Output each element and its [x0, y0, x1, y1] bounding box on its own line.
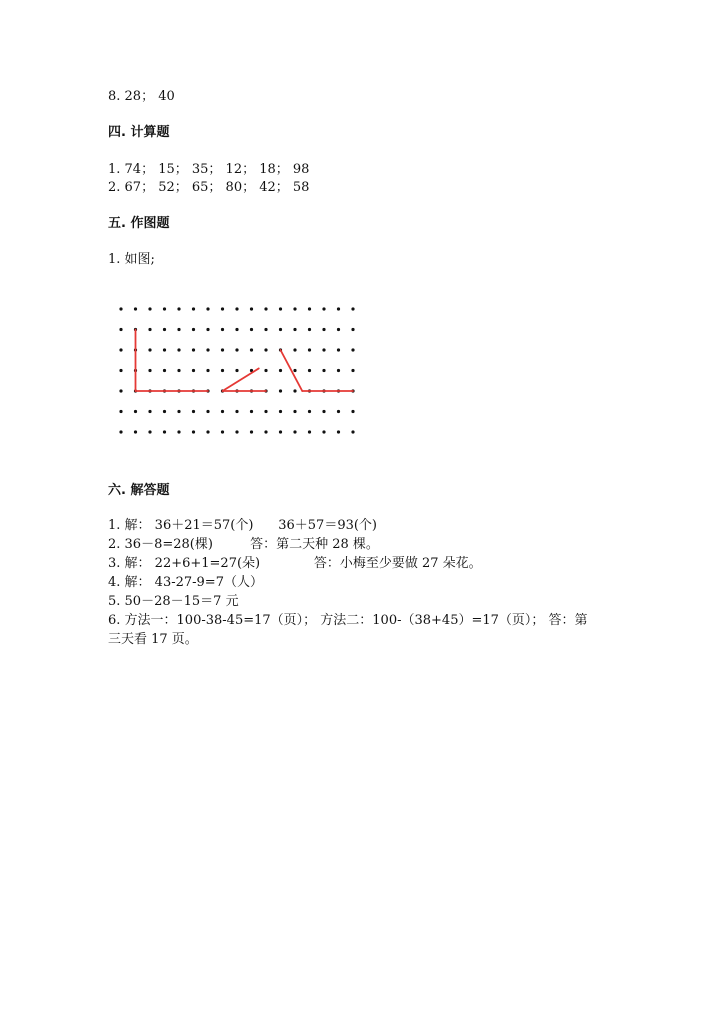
- grid-dot: [322, 307, 325, 310]
- section-heading-calculation: 四. 计算题: [108, 125, 170, 140]
- grid-dot: [264, 430, 267, 433]
- grid-dot: [119, 369, 122, 372]
- dot-grid-figure: [108, 298, 368, 440]
- grid-dot: [148, 369, 151, 372]
- grid-dot: [119, 348, 122, 351]
- grid-dot: [177, 410, 180, 413]
- grid-dot: [351, 410, 354, 413]
- grid-dot: [119, 389, 122, 392]
- grid-dot: [308, 307, 311, 310]
- grid-dot: [163, 369, 166, 372]
- grid-dot: [119, 307, 122, 310]
- grid-dot: [206, 410, 209, 413]
- grid-dot: [351, 307, 354, 310]
- grid-dot: [134, 307, 137, 310]
- grid-dot: [279, 410, 282, 413]
- grid-dot: [235, 410, 238, 413]
- grid-dot: [206, 369, 209, 372]
- grid-dot: [250, 410, 253, 413]
- grid-dot: [351, 348, 354, 351]
- grid-dot: [351, 430, 354, 433]
- grid-dot: [351, 369, 354, 372]
- grid-dot: [163, 348, 166, 351]
- grid-dot: [148, 430, 151, 433]
- grid-dot: [119, 410, 122, 413]
- grid-dot: [293, 410, 296, 413]
- answer-line: 1. 74； 15； 35； 12； 18； 98: [108, 162, 310, 177]
- grid-dot: [119, 328, 122, 331]
- grid-dot: [221, 430, 224, 433]
- grid-dot: [134, 430, 137, 433]
- grid-dot: [221, 369, 224, 372]
- grid-dot: [308, 410, 311, 413]
- grid-dot: [221, 307, 224, 310]
- grid-dot: [163, 328, 166, 331]
- grid-dot: [235, 430, 238, 433]
- grid-dot: [337, 328, 340, 331]
- answer-line: 1. 解： 36＋21＝57(个) 36＋57＝93(个): [108, 518, 378, 533]
- grid-dot: [322, 328, 325, 331]
- grid-dot: [308, 348, 311, 351]
- grid-dot: [206, 348, 209, 351]
- grid-dot: [250, 328, 253, 331]
- grid-dot: [163, 430, 166, 433]
- answer-line: 2. 67； 52； 65； 80； 42； 58: [108, 180, 310, 195]
- grid-dot: [177, 307, 180, 310]
- grid-dot: [322, 369, 325, 372]
- grid-dot: [206, 328, 209, 331]
- grid-dot: [293, 348, 296, 351]
- grid-dot: [337, 410, 340, 413]
- answer-line: 三天看 17 页。: [108, 632, 198, 647]
- grid-dot: [163, 307, 166, 310]
- grid-dot: [192, 307, 195, 310]
- grid-dot: [192, 369, 195, 372]
- grid-dot: [308, 430, 311, 433]
- grid-dot: [192, 328, 195, 331]
- grid-dot: [177, 369, 180, 372]
- answer-line: 6. 方法一：100-38-45=17（页）； 方法二：100-（38+45）=17（页）； 答：第: [108, 613, 588, 628]
- answer-line: 3. 解： 22+6+1=27(朵) 答：小梅至少要做 27 朵花。: [108, 556, 482, 571]
- grid-dot: [235, 348, 238, 351]
- grid-dot: [279, 369, 282, 372]
- grid-dot: [308, 369, 311, 372]
- grid-dot: [322, 410, 325, 413]
- grid-dot: [235, 369, 238, 372]
- grid-dot: [264, 307, 267, 310]
- grid-dot: [148, 410, 151, 413]
- grid-dot: [322, 430, 325, 433]
- grid-dot: [293, 328, 296, 331]
- grid-dot: [279, 389, 282, 392]
- grid-dot: [351, 328, 354, 331]
- grid-dot: [337, 430, 340, 433]
- grid-dot: [250, 307, 253, 310]
- grid-dot: [221, 328, 224, 331]
- grid-dot: [206, 430, 209, 433]
- grid-dot: [192, 410, 195, 413]
- grid-dot: [148, 328, 151, 331]
- answer-line: 2. 36－8=28(棵) 答：第二天种 28 棵。: [108, 537, 379, 552]
- grid-dot: [337, 369, 340, 372]
- grid-dot: [308, 328, 311, 331]
- answer-line: 1. 如图;: [108, 252, 155, 267]
- grid-dot: [337, 307, 340, 310]
- grid-dot: [221, 410, 224, 413]
- previous-answer: 8. 28； 40: [108, 89, 175, 104]
- grid-dot: [221, 348, 224, 351]
- grid-dot: [293, 307, 296, 310]
- grid-dot: [235, 328, 238, 331]
- grid-dot: [279, 307, 282, 310]
- grid-dot: [293, 369, 296, 372]
- grid-dot: [163, 410, 166, 413]
- grid-dot: [148, 348, 151, 351]
- grid-dot: [264, 328, 267, 331]
- grid-dot: [322, 348, 325, 351]
- red-line-segment: [223, 368, 259, 391]
- grid-dot: [293, 389, 296, 392]
- grid-dot: [264, 348, 267, 351]
- grid-dot: [177, 348, 180, 351]
- grid-dot: [192, 430, 195, 433]
- answer-line: 5. 50－28－15＝7 元: [108, 594, 239, 609]
- section-heading-word-problems: 六. 解答题: [108, 483, 170, 498]
- grid-dot: [192, 348, 195, 351]
- answer-line: 4. 解： 43-27-9=7（人）: [108, 575, 263, 590]
- grid-dot: [177, 430, 180, 433]
- grid-dot: [148, 307, 151, 310]
- grid-dot: [206, 307, 209, 310]
- grid-dot: [134, 410, 137, 413]
- grid-dot: [235, 307, 238, 310]
- grid-dot: [250, 430, 253, 433]
- section-heading-drawing: 五. 作图题: [108, 216, 170, 231]
- grid-dots: [119, 307, 354, 433]
- grid-dot: [250, 348, 253, 351]
- grid-dot: [337, 348, 340, 351]
- grid-dot: [264, 369, 267, 372]
- grid-dot: [279, 430, 282, 433]
- red-line-segment: [281, 350, 303, 391]
- grid-dot: [119, 430, 122, 433]
- grid-dot: [264, 410, 267, 413]
- grid-dot: [293, 430, 296, 433]
- drawn-line-segments: [136, 330, 354, 392]
- grid-dot: [177, 328, 180, 331]
- grid-dot: [279, 328, 282, 331]
